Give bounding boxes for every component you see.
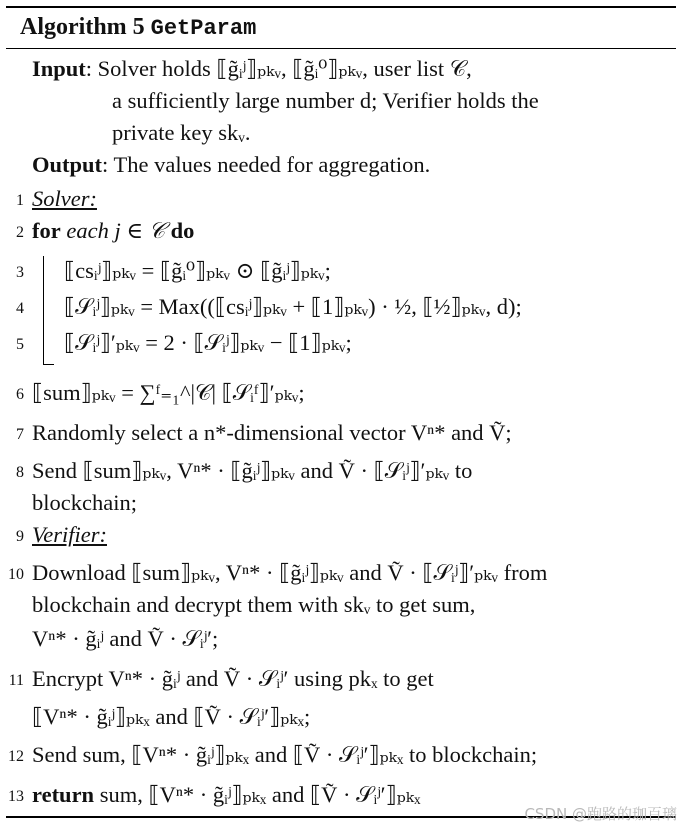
input-line-1 xyxy=(32,54,472,84)
step-sum: ⟦sum⟧ₚₖᵥ = ∑ᶠ₌₁^|𝒞| ⟦𝒮ᵢᶠ⟧′ₚₖᵥ; xyxy=(32,380,305,405)
step-download: Download ⟦sum⟧ₚₖᵥ, Vⁿ* · ⟦g̃ᵢʲ⟧ₚₖᵥ and Ṽ · ⟦𝒮ᵢʲ⟧′ₚₖᵥ from xyxy=(32,560,548,585)
algorithm-caption xyxy=(20,12,256,44)
step-verifier-label: Verifier: xyxy=(32,522,107,547)
step-for-loop xyxy=(32,216,194,246)
line-number: 10 xyxy=(8,566,24,583)
line-number: 3 xyxy=(16,264,24,281)
input-text-1: : Solver holds ⟦g̃ᵢʲ⟧ₚₖᵥ, ⟦g̃ᵢ⁰⟧ₚₖᵥ, user list 𝒞, xyxy=(85,56,472,81)
loop-bracket xyxy=(43,256,54,365)
keyword-return: return xyxy=(32,782,95,807)
step-encrypt: Encrypt Vⁿ* · g̃ᵢʲ and Ṽ · 𝒮ᵢʲ′ using pkₓ to get xyxy=(32,666,434,691)
line-number: 4 xyxy=(16,300,24,317)
line-number: 7 xyxy=(16,426,24,443)
line-number: 13 xyxy=(8,788,24,805)
step-rescale: ⟦𝒮ᵢʲ⟧′ₚₖᵥ = 2 · ⟦𝒮ᵢʲ⟧ₚₖᵥ − ⟦1⟧ₚₖᵥ; xyxy=(64,330,352,355)
line-number: 12 xyxy=(8,748,24,765)
step-send: Send ⟦sum⟧ₚₖᵥ, Vⁿ* · ⟦g̃ᵢʲ⟧ₚₖᵥ and Ṽ · ⟦𝒮ᵢʲ⟧′ₚₖᵥ to xyxy=(32,458,473,483)
input-line-2: a sufficiently large number d; Verifier holds the xyxy=(112,88,539,113)
input-keyword: Input xyxy=(32,56,86,81)
line-number: 2 xyxy=(16,224,24,241)
step-download-cont2: Vⁿ* · g̃ᵢʲ and Ṽ · 𝒮ᵢʲ′; xyxy=(32,626,219,651)
step-download-cont: blockchain and decrypt them with skᵥ to get sum, xyxy=(32,592,476,617)
input-line-3: private key skᵥ. xyxy=(112,120,251,145)
keyword-for: for xyxy=(32,218,61,243)
output-keyword: Output xyxy=(32,152,103,177)
top-rule xyxy=(6,6,676,8)
step-return xyxy=(32,780,420,810)
line-number: 8 xyxy=(16,464,24,481)
keyword-do: do xyxy=(170,218,195,243)
caption-rule xyxy=(6,48,676,49)
step-max-compute: ⟦𝒮ᵢʲ⟧ₚₖᵥ = Max((⟦csᵢʲ⟧ₚₖᵥ + ⟦1⟧ₚₖᵥ) · ½, ⟦½⟧ₚₖᵥ, d); xyxy=(64,294,522,319)
step-send-cont: blockchain; xyxy=(32,490,137,515)
algorithm-label: Algorithm 5 xyxy=(20,14,145,40)
output-line xyxy=(32,150,430,180)
for-condition: each j ∈ 𝒞 xyxy=(60,218,171,243)
algorithm-box xyxy=(6,6,676,818)
output-text: : The values needed for aggregation. xyxy=(102,152,431,177)
step-random-select: Randomly select a n*-dimensional vector Vⁿ* and Ṽ; xyxy=(32,420,512,445)
watermark: CSDN @跑路的珈百璃 xyxy=(524,805,677,823)
step-send-blockchain: Send sum, ⟦Vⁿ* · g̃ᵢʲ⟧ₚₖₓ and ⟦Ṽ · 𝒮ᵢʲ′⟧ₚₖₓ to blockchain; xyxy=(32,742,538,767)
line-number: 11 xyxy=(8,672,24,689)
step-solver-label: Solver: xyxy=(32,186,97,211)
return-values: sum, ⟦Vⁿ* · g̃ᵢʲ⟧ₚₖₓ and ⟦Ṽ · 𝒮ᵢʲ′⟧ₚₖₓ xyxy=(94,782,421,807)
step-encrypt-cont: ⟦Vⁿ* · g̃ᵢʲ⟧ₚₖₓ and ⟦Ṽ · 𝒮ᵢʲ′⟧ₚₖₓ; xyxy=(32,704,311,729)
step-cs-compute: ⟦csᵢʲ⟧ₚₖᵥ = ⟦g̃ᵢ⁰⟧ₚₖᵥ ⊙ ⟦g̃ᵢʲ⟧ₚₖᵥ; xyxy=(64,258,331,283)
algorithm-name: GetParam xyxy=(150,16,257,41)
line-number: 5 xyxy=(16,336,24,353)
line-number: 1 xyxy=(16,192,24,209)
line-number: 9 xyxy=(16,528,24,545)
line-number: 6 xyxy=(16,386,24,403)
